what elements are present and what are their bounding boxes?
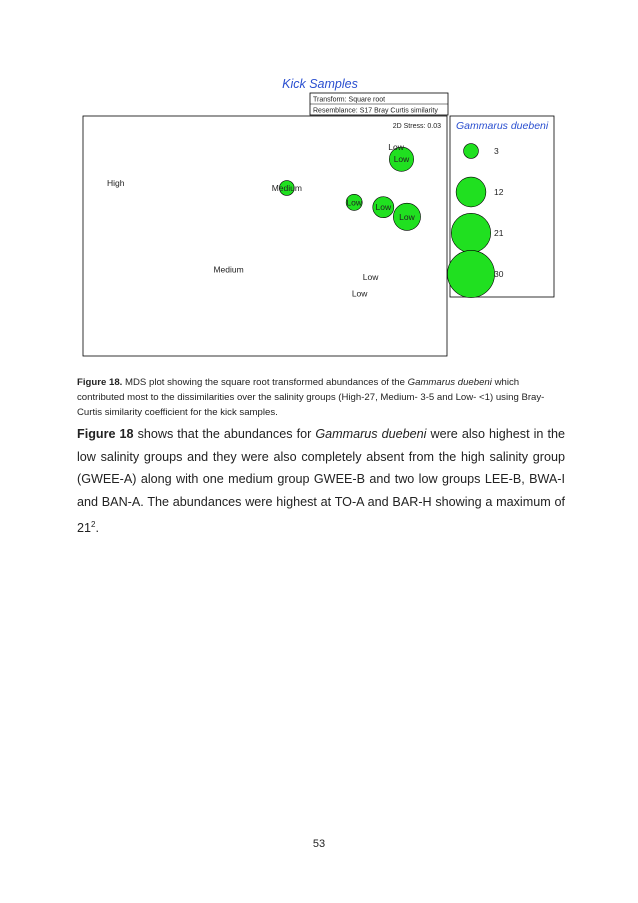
sample-label: Low	[351, 288, 368, 299]
body-text-b: were also highest in the low salinity groups and they were also completely absent from the high salinity group (GWEE-A) along with one medium group GWEE-B and two low groups LEE-B, BWA-I and BAN-A. The abundances were highest at TO-A and BAR-H showing a maximum of 21	[77, 427, 565, 535]
page-number: 53	[312, 838, 326, 850]
sample-label: Low	[346, 197, 362, 208]
mds-figure	[0, 0, 638, 370]
legend-bubble	[456, 177, 486, 207]
legend-bubble	[447, 250, 494, 297]
legend-bubble	[451, 213, 490, 252]
points-layer	[107, 142, 421, 298]
legend-label: 3	[494, 146, 499, 156]
sample-label: High	[107, 178, 125, 189]
figure-caption	[77, 375, 567, 420]
caption-text-b: which contributed most to the dissimilarities over the salinity groups (High-27, Medium- 3-5 and Low- <1) using Bray-Curtis similarity coefficient for the kick samples.	[77, 377, 545, 418]
stress-label: 2D Stress: 0.03	[392, 123, 441, 130]
caption-label: Figure 18.	[77, 377, 123, 388]
sample-label: Low	[399, 211, 415, 222]
body-lead: Figure 18	[77, 427, 134, 441]
legend-label: 21	[494, 228, 504, 238]
body-species: Gammarus duebeni	[315, 427, 427, 441]
chart-title: Kick Samples	[282, 77, 358, 91]
legend-label: 30	[494, 269, 504, 279]
sample-label: Medium	[213, 264, 244, 275]
body-superscript: 2	[91, 519, 96, 529]
legend-bubble	[464, 144, 479, 159]
body-text-a: shows that the abundances for	[133, 427, 316, 441]
legend-label: 12	[494, 187, 504, 197]
sample-label: Low	[388, 142, 404, 153]
caption-species: Gammarus duebeni	[407, 377, 492, 388]
body-text-c: .	[95, 521, 99, 535]
transform-label: Transform: Square root	[313, 96, 386, 104]
caption-text-a: MDS plot showing the square root transformed abundances of the	[122, 377, 408, 388]
body-paragraph	[77, 423, 565, 540]
sample-label: Medium	[271, 183, 302, 193]
legend-layer	[447, 144, 503, 298]
sample-label: Low	[393, 154, 410, 165]
sample-label: Low	[375, 202, 392, 213]
sample-label: Low	[362, 271, 379, 282]
legend-title: Gammarus duebeni	[456, 120, 549, 132]
resemblance-label: Resemblance: S17 Bray Curtis similarity	[313, 107, 438, 115]
